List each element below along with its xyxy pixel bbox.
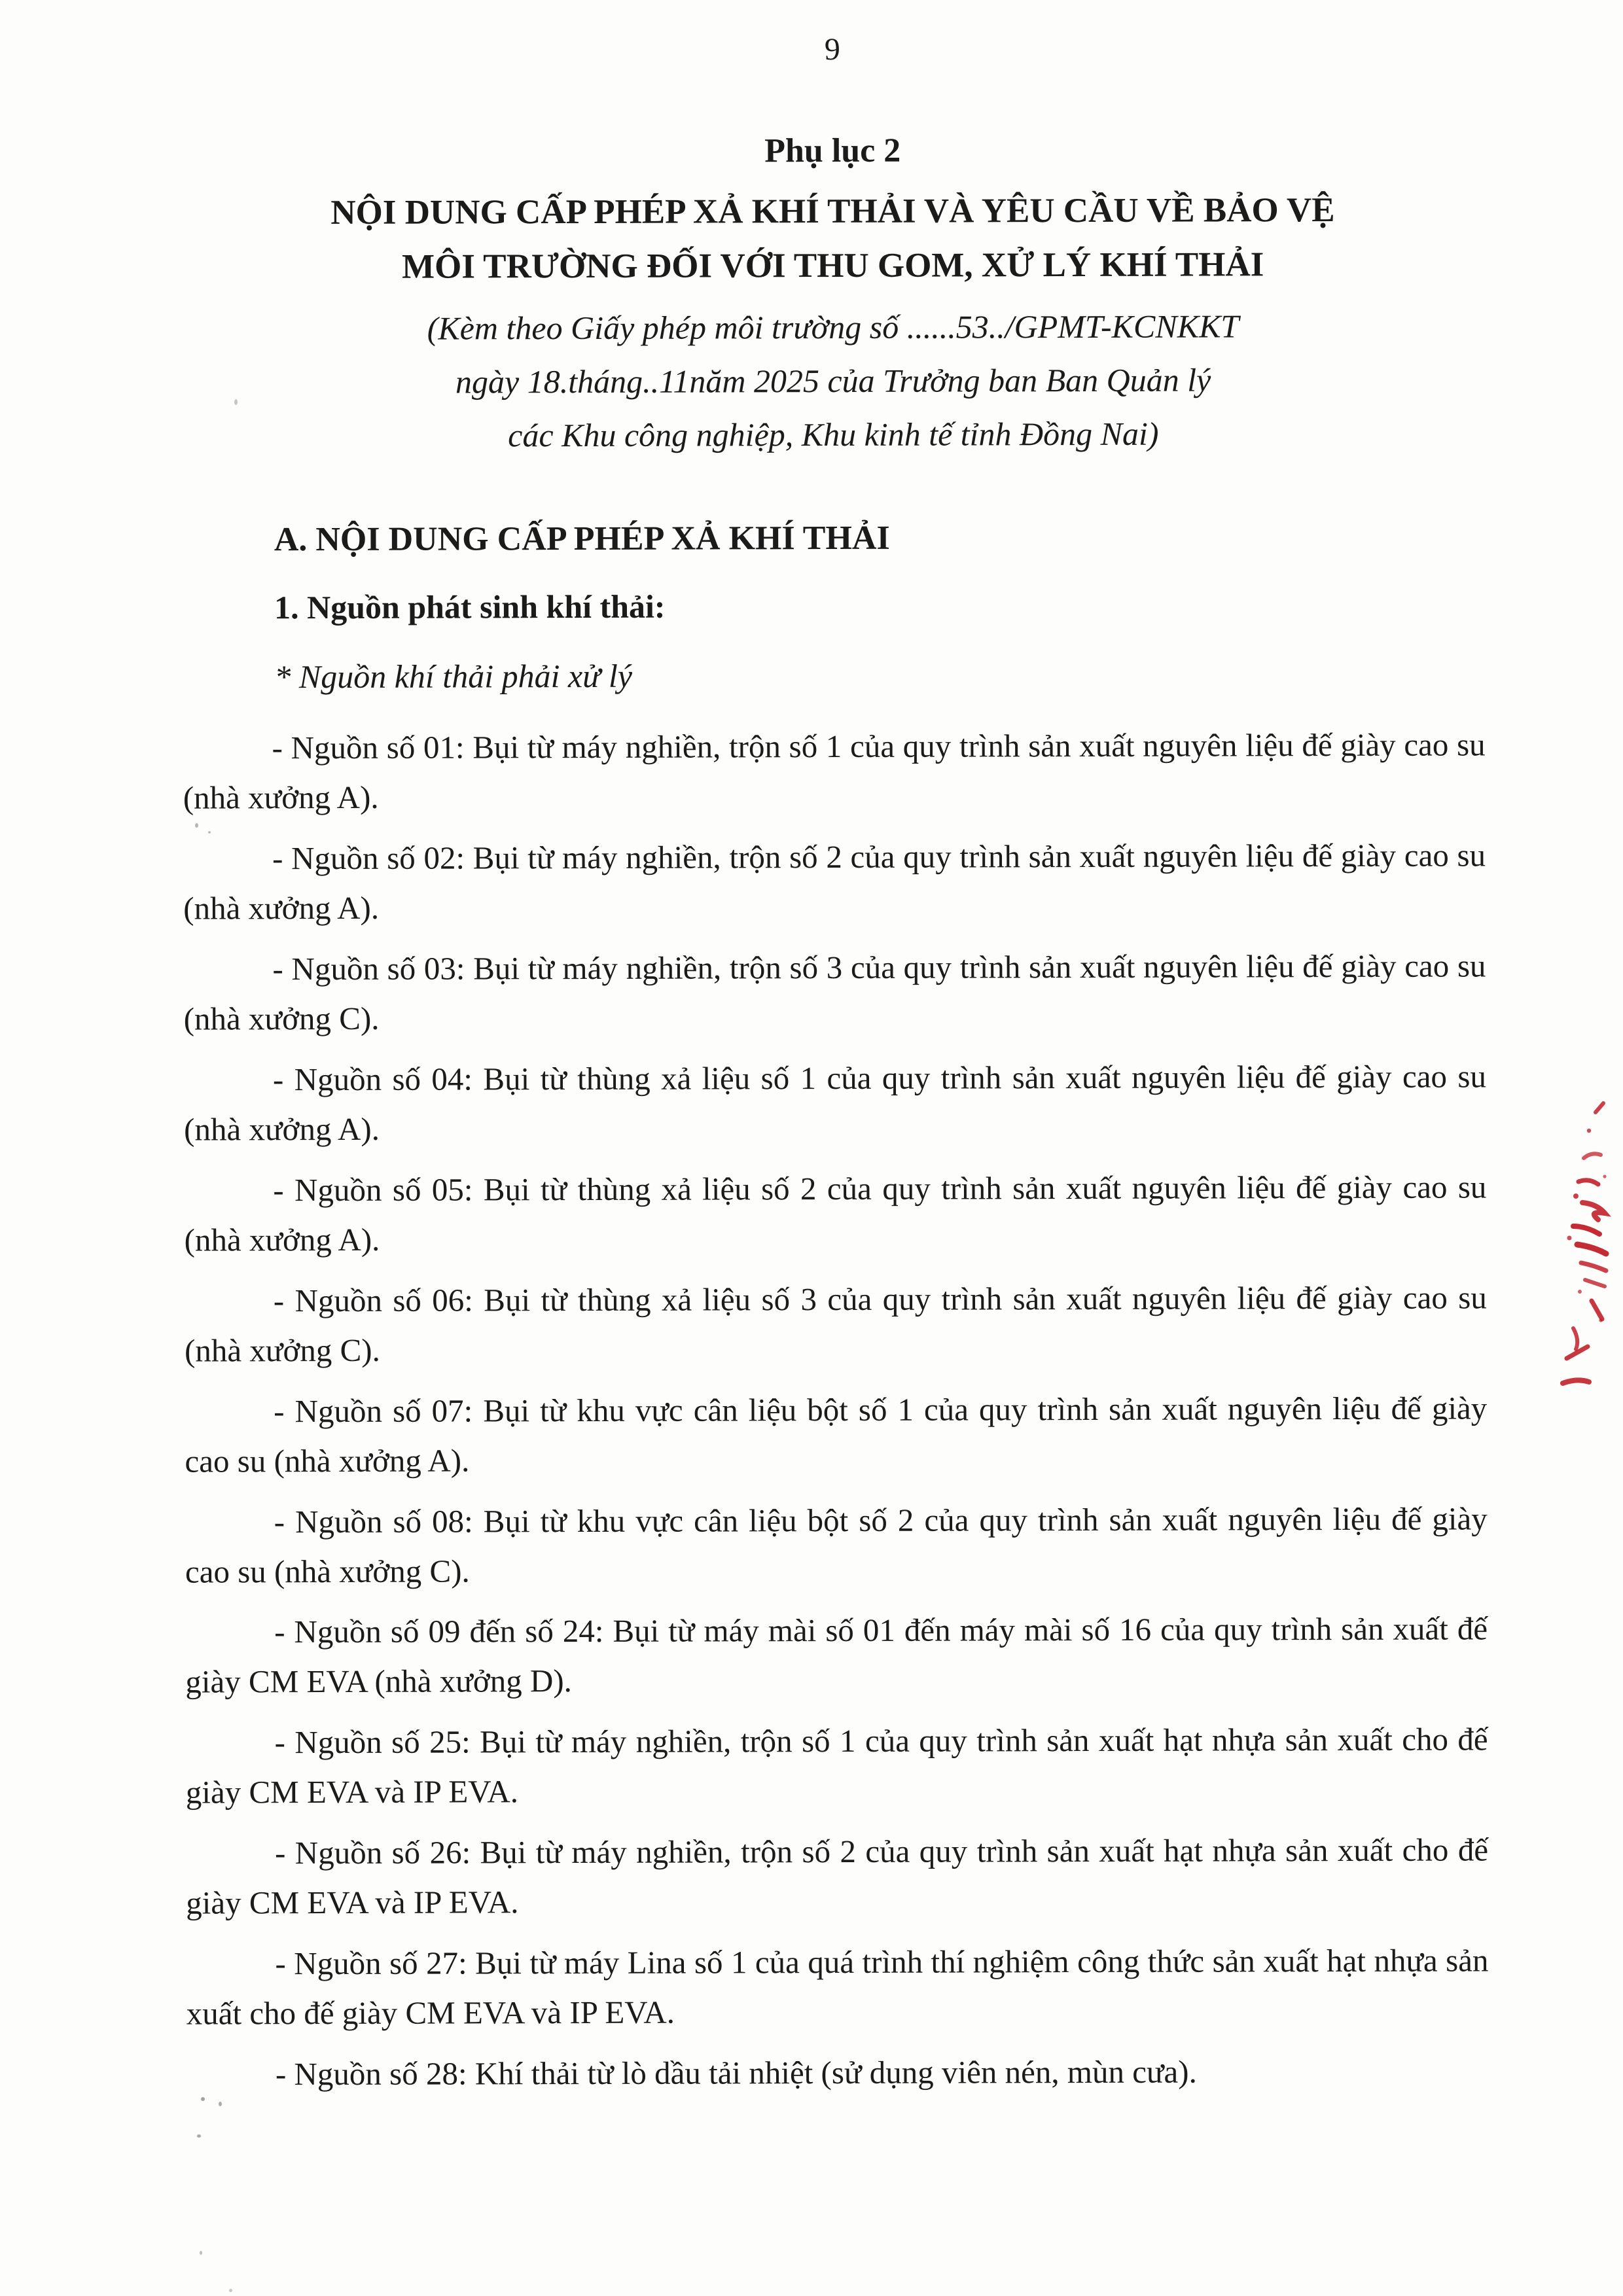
source-paragraph: - Nguồn số 08: Bụi từ khu vực cân liệu bột số 2 của quy trình sản xuất nguyên liệu đế giày cao su (nhà xưởng C). — [185, 1500, 1488, 1590]
page-content — [181, 0, 1489, 2111]
source-paragraph: - Nguồn số 05: Bụi từ thùng xả liệu số 2 của quy trình sản xuất nguyên liệu đế giày cao su (nhà xưởng A). — [184, 1169, 1487, 1258]
source-paragraph: - Nguồn số 07: Bụi từ khu vực cân liệu bột số 1 của quy trình sản xuất nguyên liệu đế giày cao su (nhà xưởng A). — [185, 1390, 1488, 1479]
source-paragraph: - Nguồn số 01: Bụi từ máy nghiền, trộn số 1 của quy trình sản xuất nguyên liệu đế giày cao su (nhà xưởng A). — [183, 726, 1486, 817]
treated-sources-note: * Nguồn khí thải phải xử lý — [274, 657, 633, 696]
source-paragraph: - Nguồn số 27: Bụi từ máy Lina số 1 của quá trình thí nghiệm công thức sản xuất hạt nhựa sản xuất cho đế giày CM EVA và IP EVA. — [186, 1942, 1489, 2032]
scan-speck — [200, 2251, 202, 2255]
document-subtitle — [182, 298, 1485, 463]
red-ink-stamp-mark — [1550, 1098, 1618, 1399]
document-title — [181, 183, 1484, 294]
source-paragraph: - Nguồn số 25: Bụi từ máy nghiền, trộn số 1 của quy trình sản xuất hạt nhựa sản xuất cho đế giày CM EVA và IP EVA. — [185, 1721, 1488, 1810]
source-paragraph: - Nguồn số 04: Bụi từ thùng xả liệu số 1 của quy trình sản xuất nguyên liệu đế giày cao su (nhà xưởng A). — [184, 1058, 1487, 1148]
section-a-item-1-heading: 1. Nguồn phát sinh khí thải: — [274, 588, 666, 626]
document-title-line-1: NỘI DUNG CẤP PHÉP XẢ KHÍ THẢI VÀ YÊU CẦU VỀ BẢO VỆ — [330, 191, 1335, 232]
document-subtitle-line-1: (Kèm theo Giấy phép môi trường số ......53../GPMT-KCNKKT — [427, 308, 1240, 347]
scan-speck — [229, 2289, 232, 2292]
source-paragraph: - Nguồn số 09 đến số 24: Bụi từ máy mài số 01 đến máy mài số 16 của quy trình sản xuất đế giày CM EVA (nhà xưởng D). — [185, 1610, 1488, 1701]
section-a-heading: A. NỘI DUNG CẤP PHÉP XẢ KHÍ THẢI — [274, 519, 890, 558]
document-title-line-2: MÔI TRƯỜNG ĐỐI VỚI THU GOM, XỬ LÝ KHÍ THẢI — [401, 245, 1264, 286]
appendix-label: Phụ lục 2 — [764, 132, 901, 170]
document-subtitle-line-2: ngày 18.tháng..11năm 2025 của Trưởng ban Ban Quản lý — [455, 361, 1211, 400]
source-paragraph: - Nguồn số 06: Bụi từ thùng xả liệu số 3 của quy trình sản xuất nguyên liệu đế giày cao su (nhà xưởng C). — [184, 1279, 1487, 1369]
document-subtitle-line-3: các Khu công nghiệp, Khu kinh tế tỉnh Đồng Nai) — [508, 415, 1159, 453]
source-paragraph: - Nguồn số 26: Bụi từ máy nghiền, trộn số 2 của quy trình sản xuất hạt nhựa sản xuất cho đế giày CM EVA và IP EVA. — [186, 1831, 1489, 1921]
source-paragraph: - Nguồn số 28: Khí thải từ lò dầu tải nhiệt (sử dụng viên nén, mùn cưa). — [275, 2053, 1197, 2093]
source-list — [183, 720, 1489, 2100]
source-paragraph: - Nguồn số 03: Bụi từ máy nghiền, trộn số 3 của quy trình sản xuất nguyên liệu đế giày cao su (nhà xưởng C). — [183, 947, 1486, 1037]
source-paragraph: - Nguồn số 02: Bụi từ máy nghiền, trộn số 2 của quy trình sản xuất nguyên liệu đế giày cao su (nhà xưởng A). — [183, 837, 1486, 927]
scan-speck — [197, 2134, 201, 2138]
page-number: 9 — [824, 31, 840, 67]
